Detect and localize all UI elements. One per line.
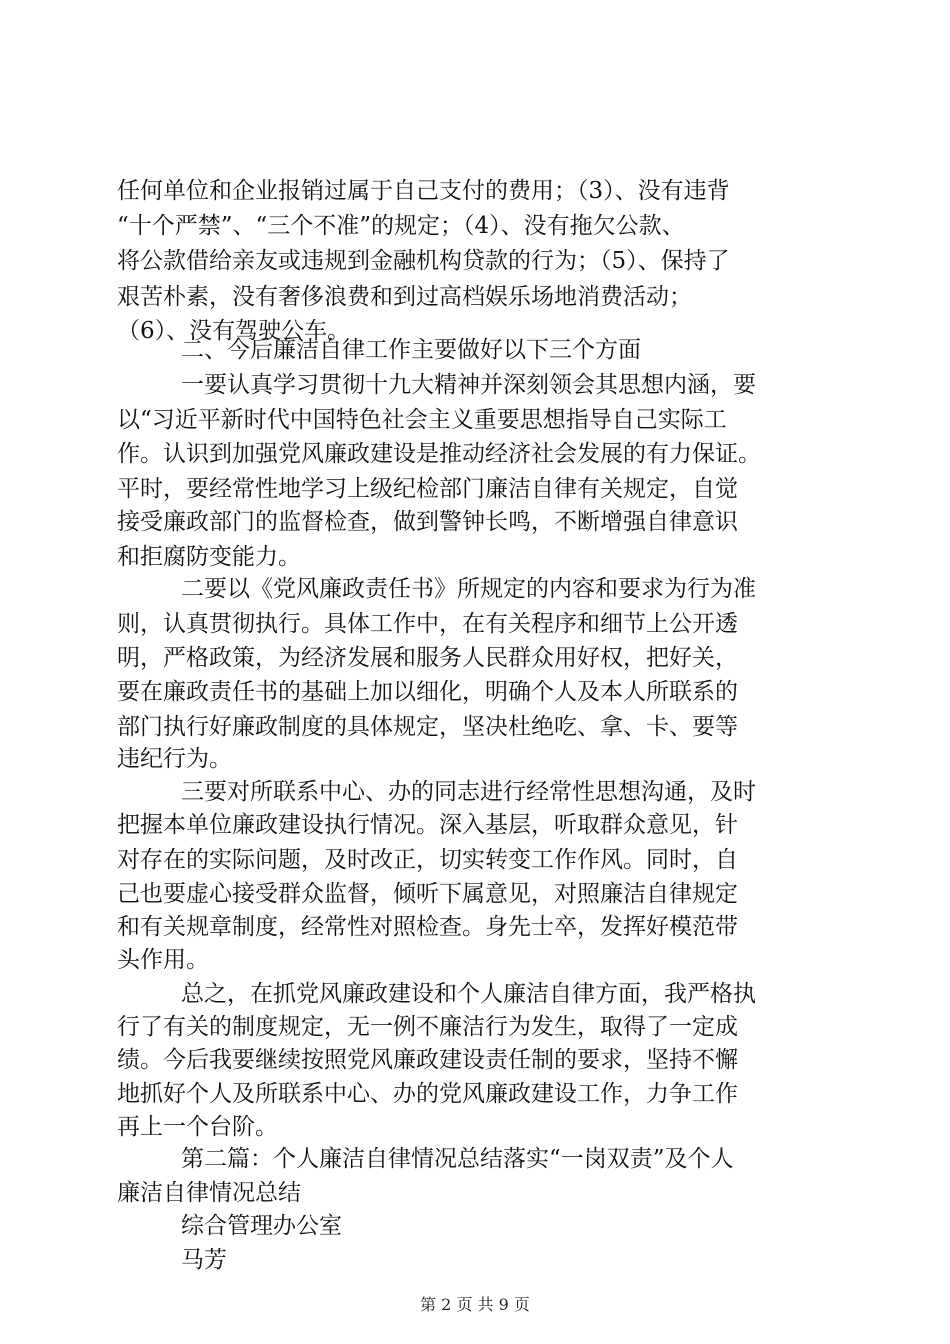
body-text-line: 违纪行为。 xyxy=(117,746,232,772)
body-text-line: 则，认真贯彻执行。具体工作中，在有关程序和细节上公开透 xyxy=(117,611,738,637)
body-text-line: 和拒腐防变能力。 xyxy=(117,544,301,570)
chapter-heading: 廉洁自律情况总结 xyxy=(117,1180,301,1206)
body-text-line: 接受廉政部门的监督检查，做到警钟长鸣，不断增强自律意识 xyxy=(117,509,738,535)
body-text-line: 和有关规章制度，经常性对照检查。身先士卒，发挥好模范带 xyxy=(117,914,738,940)
body-text-line: 二要以《党风廉政责任书》所规定的内容和要求为行为准 xyxy=(181,576,756,602)
body-text-line: 一要认真学习贯彻十九大精神并深刻领会其思想内涵，要 xyxy=(181,372,756,398)
body-text-line: “十个严禁”、“三个不准”的规定；（4）、没有拖欠公款、 xyxy=(117,213,685,239)
body-text-line: 作。认识到加强党风廉政建设是推动经济社会发展的有力保证。 xyxy=(117,441,761,467)
page-number: 第 2 页 共 9 页 xyxy=(420,1295,530,1314)
body-text-line: 任何单位和企业报销过属于自己支付的费用；（3）、没有违背 xyxy=(117,178,730,204)
body-text-line: 将公款借给亲友或违规到金融机构贷款的行为；（5）、保持了 xyxy=(117,248,730,274)
body-text-line: 再上一个台阶。 xyxy=(117,1114,278,1140)
department-line: 综合管理办公室 xyxy=(181,1213,342,1239)
body-text-line: 把握本单位廉政建设执行情况。深入基层，听取群众意见，针 xyxy=(117,812,738,838)
body-text-line: 明，严格政策，为经济发展和服务人民群众用好权，把好关， xyxy=(117,645,738,671)
body-text-line: 三要对所联系中心、办的同志进行经常性思想沟通，及时 xyxy=(181,779,756,805)
body-text-line: 头作用。 xyxy=(117,947,209,973)
body-text-line: 部门执行好廉政制度的具体规定，坚决杜绝吃、拿、卡、要等 xyxy=(117,714,738,740)
body-text-line: （6）、没有驾驶公车。 xyxy=(117,318,351,344)
body-text-line: 行了有关的制度规定，无一例不廉洁行为发生，取得了一定成 xyxy=(117,1014,738,1040)
body-text-line: 要在廉政责任书的基础上加以细化，明确个人及本人所联系的 xyxy=(117,679,738,705)
body-text-line: 绩。今后我要继续按照党风廉政建设责任制的要求，坚持不懈 xyxy=(117,1047,738,1073)
body-text-line: 艰苦朴素，没有奢侈浪费和到过高档娱乐场地消费活动； xyxy=(117,284,692,310)
body-text-line: 己也要虚心接受群众监督，倾听下属意见，对照廉洁自律规定 xyxy=(117,881,738,907)
body-text-line: 地抓好个人及所联系中心、办的党风廉政建设工作，力争工作 xyxy=(117,1081,738,1107)
body-text-line: 对存在的实际问题，及时改正，切实转变工作作风。同时，自 xyxy=(117,847,738,873)
section-heading: 二、今后廉洁自律工作主要做好以下三个方面 xyxy=(181,337,641,363)
body-text-line: 平时，要经常性地学习上级纪检部门廉洁自律有关规定，自觉 xyxy=(117,476,738,502)
body-text-line: 以“习近平新时代中国特色社会主义重要思想指导自己实际工 xyxy=(117,407,727,433)
body-text-line: 总之，在抓党风廉政建设和个人廉洁自律方面，我严格执 xyxy=(181,981,756,1007)
author-line: 马芳 xyxy=(181,1247,227,1273)
chapter-heading: 第二篇：个人廉洁自律情况总结落实“一岗双责”及个人 xyxy=(181,1146,734,1172)
